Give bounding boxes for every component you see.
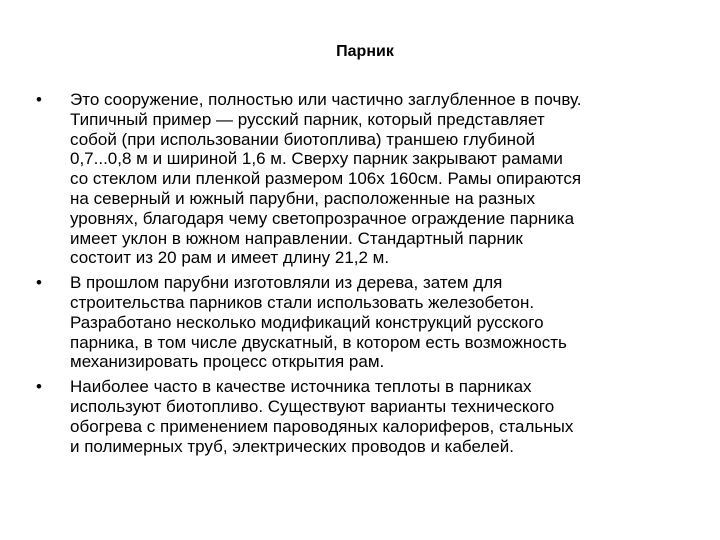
slide-title: Парник xyxy=(336,43,394,60)
text-line: уровнях, благодаря чему светопрозрачное ограждение парника xyxy=(70,208,575,228)
bullet-item-1 xyxy=(36,90,686,268)
text-line: В прошлом парубни изготовляли из дерева, затем для xyxy=(70,273,503,293)
text-line: Наиболее часто в качестве источника теплоты в парниках xyxy=(70,377,532,397)
text-line: собой (при использовании биотоплива) траншею глубиной xyxy=(70,129,535,149)
text-line: состоит из 20 рам и имеет длину 21,2 м. xyxy=(70,248,390,268)
text-line: имеет уклон в южном направлении. Стандартный парник xyxy=(70,228,523,248)
text-line: Это сооружение, полностью или частично заглубленное в почву. xyxy=(70,90,582,109)
text-line: Разработано несколько модификаций конструкций русского xyxy=(70,312,544,332)
bullet-marker: • xyxy=(36,377,42,397)
bullet-item-2 xyxy=(36,273,686,372)
text-line: 0,7...0,8 м и шириной 1,6 м. Сверху парник закрывают рамами xyxy=(70,149,563,169)
bullet-item-3 xyxy=(36,377,686,456)
text-line: используют биотопливо. Существуют варианты технического xyxy=(70,396,555,416)
text-line: механизировать процесс открытия рам. xyxy=(70,352,385,372)
bullet-list xyxy=(36,90,686,461)
bullet-marker: • xyxy=(36,90,42,109)
text-line: со стеклом или пленкой размером 106х 160см. Рамы опираются xyxy=(70,169,582,189)
text-line: строительства парников стали использовать железобетон. xyxy=(70,292,535,312)
text-line: обогрева с применением пароводяных калориферов, стальных xyxy=(70,416,574,436)
text-line: на северный и южный парубни, расположенные на разных xyxy=(70,188,536,208)
text-line: парника, в том числе двускатный, в котором есть возможность xyxy=(70,332,567,352)
text-line: Типичный пример — русский парник, который представляет xyxy=(70,109,545,129)
text-line: и полимерных труб, электрических проводов и кабелей. xyxy=(70,436,514,456)
bullet-marker: • xyxy=(36,273,42,293)
